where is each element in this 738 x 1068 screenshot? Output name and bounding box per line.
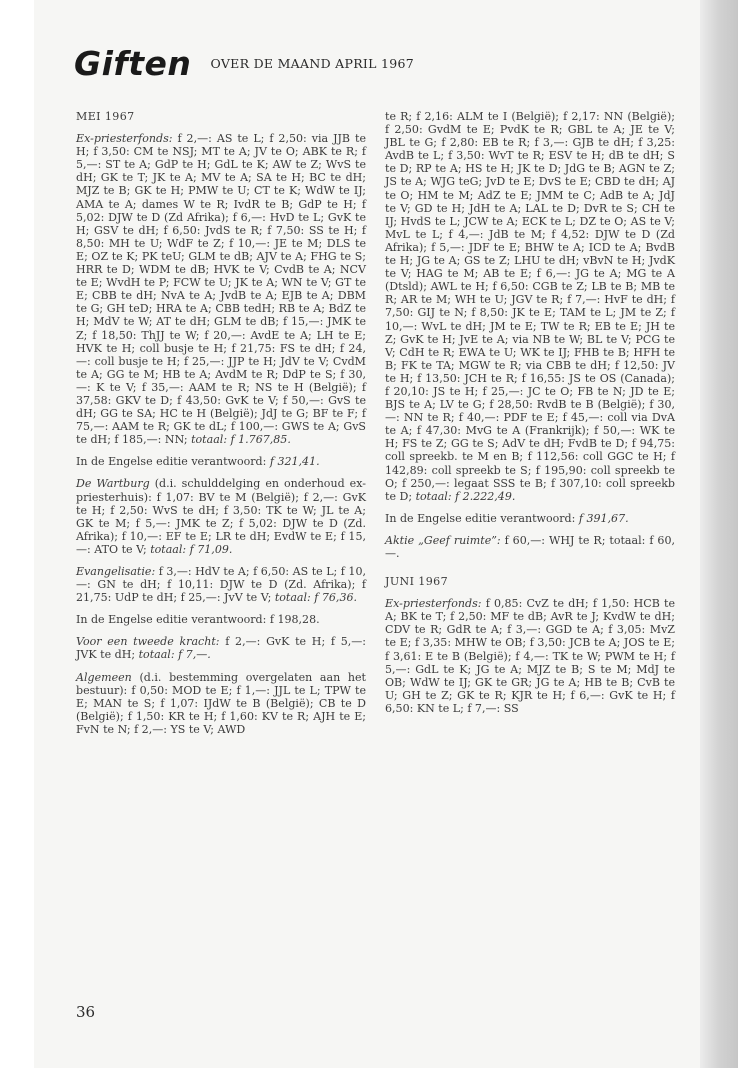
- donation-list: (d.i. schulddelging en onderhoud ex-priesterhuis): f 1,07: BV te M (België); f 2,—: GvK te H; f 2,50: WvS te dH; f 3,50: TK te W; JL te A; GK te M; f 5,—: JMK te Z; f 5,02: DJW te D (Zd. Afrika); f 10,—: EF te E; LR te dH; EvdW te E; f 15,—: ATO te V;: [76, 477, 366, 556]
- fund-label: Algemeen: [76, 670, 132, 684]
- note-text: In de Engelse editie verantwoord: f 198,28.: [76, 613, 320, 627]
- fund-label: Ex-priesterfonds:: [76, 132, 173, 146]
- fund-total: totaal: f 76,36.: [274, 591, 358, 605]
- page-header: [74, 44, 414, 83]
- wartburg-fund: [76, 477, 366, 556]
- scan-edge: [700, 0, 738, 1068]
- fund-label: Evangelisatie:: [76, 565, 156, 578]
- note-amount: f 391,67.: [578, 511, 629, 525]
- note-text: In de Engelse editie verantwoord:: [76, 455, 270, 469]
- algemeen-fund: [76, 671, 366, 736]
- page-number: 36: [76, 1003, 96, 1021]
- donation-list: f 3,—: HdV te A; f 6,50: AS te L; f 10,—: GN te dH; f 10,11: DJW te D (Zd. Afrika); f 21,75: UdP te dH; f 25,—: JvV te V;: [76, 565, 366, 605]
- left-column: [76, 110, 366, 745]
- donation-list: f 0,85: CvZ te dH; f 1,50: HCB te A; BK te T; f 2,50: MF te dB; AvR te J; KvdW te dH; CDV te R; GdR te A; f 3,—: GGD te A; f 3,05: MvZ te E; f 3,35: MHW te OB; f 3,50: JCB te A; JOS te E; f 3,61: E te B (België); f 4,—: TK te W; PWM te H; f 5,—: GdL te K; JG te A; MJZ te B; S te M; MdJ te OB; WdW te IJ; GK te GR; JG te A; HB te B; CvB te U; GH te Z; GK te R; KJR te H; f 6,—: GvK te H; f 6,50: KN te L; f 7,—: SS: [385, 597, 675, 715]
- donation-list: (d.i. bestemming overgelaten aan het bestuur): f 0,50: MOD te E; f 1,—: JJL te L; TPW te E; MAN te S; f 1,07: IJdW te B (België); CB te D (België); f 1,50: KR te H; f 1,60: KV te R; AJH te E; FvN te N; f 2,—: YS te V; AWD: [76, 670, 366, 736]
- evangelisatie-fund: [76, 565, 366, 604]
- fund-total: totaal: f 2.222,49.: [415, 489, 516, 503]
- donation-list: te R; f 2,16: ALM te I (België); f 2,17: NN (België); f 2,50: GvdM te E; PvdK te R; GBL te A; JE te V; JBL te G; f 2,80: EB te R; f 3,—: GJB te dH; f 3,25: AvdB te L; f 3,50: WvT te R; ESV te H; dB te dH; S te D; RP te A; HS te H; JK te D; JdG te B; AGN te Z; JS te A; WJG teG; JvD te E; DvS te E; CBD te dH; AJ te O; HM te M; AdZ te E; JMM te C; AdB te A; JdJ te V; GD te H; JdH te A; LAL te D; DvR te S; CH te IJ; HvdS te L; JCW te A; ECK te L; DZ te O; AS te V; MvL te L; f 4,—: JdB te M; f 4,52: DJW te D (Zd Afrika); f 5,—: JDF te E; BHW te A; ICD te A; BvdB te H; JG te A; GS te Z; LHU te dH; vBvN te H; JvdK te V; HAG te M; AB te E; f 6,—: JG te A; MG te A (Dtsld); AWL te H; f 6,50: CGB te Z; LB te B; MB te R; AR te M; WH te U; JGV te R; f 7,—: HvF te dH; f 7,50: GIJ te N; f 8,50: JK te E; TAM te L; JM te Z; f 10,—: WvL te dH; JM te E; TW te R; EB te E; JH te Z; GvK te H; JvE te A; via NB te W; BL te V; PCG te V; CdH te R; EWA te U; WK te IJ; FHB te B; HFH te B; FK te TA; MGW te R; via CBB te dH; f 12,50: JV te H; f 13,50: JCH te R; f 16,55: JS te OS (Canada); f 20,10: JS te H; f 25,—: JC te O; FB te N; JD te E; BJS te A; LV te G; f 28,50: RvdB te B (België); f 30,—: NN te R; f 40,—: PDF te E; f 45,—: coll via DvA te A; f 47,30: MvG te A (Frankrijk); f 50,—: WK te H; FS te Z; GG te S; AdV te dH; FvdB te D; f 94,75: coll spreekb. te M en B; f 112,56: coll GGC te H; f 142,89: coll spreekb te S; f 195,90: coll spreekb te O; f 250,—: legaat SSS te B; f 307,10: coll spreekb te D;: [385, 110, 675, 503]
- fund-total: totaal: f 1.767,85.: [191, 433, 291, 447]
- donation-list: f 60,—: WHJ te R; totaal: f 60,—.: [385, 533, 675, 560]
- ex-priesterfonds-may: [76, 132, 366, 446]
- fund-total: totaal: f 71,09.: [150, 542, 233, 556]
- fund-label: De Wartburg: [76, 477, 150, 491]
- english-edition-note: [385, 512, 675, 525]
- fund-label: Ex-priesterfonds:: [385, 597, 482, 611]
- right-column: [385, 110, 675, 724]
- month-heading-june: JUNI 1967: [385, 575, 448, 589]
- fund-label: Aktie „Geef ruimte”:: [385, 533, 501, 547]
- month-heading-may: MEI 1967: [76, 110, 135, 123]
- page-title: Giften: [74, 44, 192, 83]
- page-subtitle: OVER DE MAAND APRIL 1967: [210, 56, 415, 71]
- note-text: In de Engelse editie verantwoord:: [385, 511, 579, 525]
- english-edition-note: [76, 613, 366, 626]
- fund-total: totaal: f 7,—.: [138, 648, 211, 662]
- donation-list: f 2,—: AS te L; f 2,50: via JJB te H; f 3,50: CM te NSJ; MT te A; JV te O; ABK te R; f 5,—: ST te A; GdP te H; GdL te K; AW te Z; WvS te dH; GK te T; JK te A; MV te A; SA te H; BC te dH; MJZ te B; GK te H; PMW te U; CT te K; WdW te IJ; AMA te A; dames W te R; IvdR te B; GdP te H; f 5,02: DJW te D (Zd Afrika); f 6,—: HvD te L; GvK te H; GSV te dH; f 6,50: JvdS te R; f 7,50: SS te H; f 8,50: MH te U; WdF te Z; f 10,—: JE te M; DLS te E; OZ te K; PK teU; GLM te dB; AJV te A; FHG te S; HRR te D; WDM te dB; HVK te V; CvdB te A; NCV te E; WvdH te P; FCW te U; JK te A; WN te V; GT te E; CBB te dH; NvA te A; JvdB te A; EJB te A; DBM te G; GH teD; HRA te A; CBB tedH; RB te A; BdZ te H; MdV te W; AT te dH; GLM te dB; f 15,—: JMK te Z; f 18,50: ThJJ te W; f 20,—: AvdE te A; LH te E; HVK te H; coll busje te H; f 21,75: FS te dH; f 24,—: coll busje te H; f 25,—: JJP te H; JdV te V; CvdM te A; GG te M; HB te A; AvdM te R; DdP te S; f 30,—: K te V; f 35,—: AAM te R; NS te H (België); f 37,58: GKV te D; f 43,50: GvK te V; f 50,—: GvS te dH; GG te SA; HC te H (België); JdJ te G; BF te F; f 75,—: AAM te R; GK te dL; f 100,—: GWS te A; GvS te dH; f 185,—: NN;: [76, 132, 366, 447]
- ex-priesterfonds-june: [385, 597, 675, 715]
- tweede-kracht-fund: [76, 635, 366, 661]
- fund-label: Voor een tweede kracht:: [76, 635, 220, 649]
- donation-list: f 2,—: GvK te H; f 5,—: JVK te dH;: [76, 635, 367, 662]
- english-edition-note: [76, 455, 366, 468]
- note-amount: f 321,41.: [269, 455, 320, 469]
- algemeen-fund-continued: [385, 110, 675, 503]
- geef-ruimte-fund: [385, 534, 675, 560]
